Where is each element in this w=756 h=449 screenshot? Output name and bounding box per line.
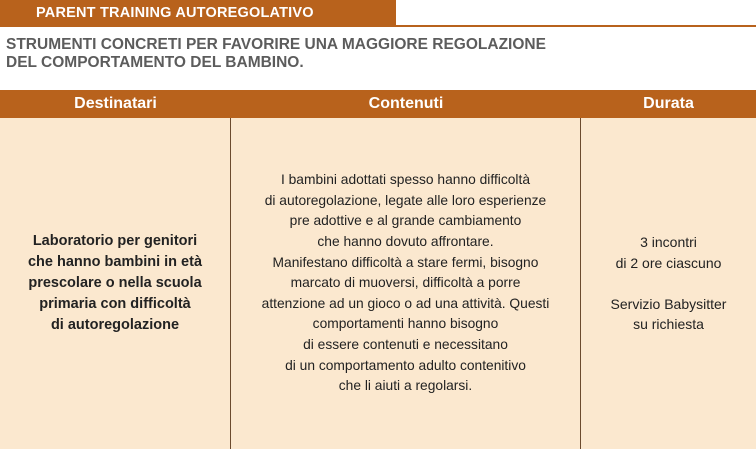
contenuti-line: comportamenti hanno bisogno (312, 316, 499, 332)
column-header-contenuti: Contenuti (368, 95, 444, 112)
durata-extra-line: su richiesta (633, 316, 704, 333)
cell-destinatari (0, 118, 230, 449)
durata-extra-line: Servizio Babysitter (610, 295, 727, 312)
program-table (0, 90, 756, 449)
destinatari-line: di autoregolazione (50, 317, 180, 333)
contenuti-line: che hanno dovuto affrontare. (317, 234, 494, 250)
subtitle (6, 36, 746, 72)
column-header-destinatari: Destinatari (74, 95, 157, 112)
section-title-bar (0, 0, 396, 27)
column-header-durata: Durata (643, 95, 694, 112)
destinatari-line: primaria con difficoltà (39, 296, 191, 312)
cell-contenuti (231, 118, 580, 449)
durata-line: di 2 ore ciascuno (615, 254, 722, 271)
contenuti-line: di essere contenuti e necessitano (303, 336, 508, 352)
destinatari-line: Laboratorio per genitori (32, 233, 198, 249)
subtitle-line: DEL COMPORTAMENTO DEL BAMBINO. (6, 54, 304, 71)
table-header (0, 90, 756, 118)
contenuti-line: I bambini adottati spesso hanno difficoltà (280, 172, 530, 188)
section-title: PARENT TRAINING AUTOREGOLATIVO (36, 5, 314, 21)
destinatari-line: che hanno bambini in età (27, 254, 203, 270)
cell-durata (581, 118, 756, 449)
contenuti-line: pre adottive e al grande cambiamento (289, 213, 522, 229)
contenuti-line: di autoregolazione, legate alle loro esperienze (264, 192, 547, 208)
title-divider (0, 25, 756, 27)
durata-line: 3 incontri (640, 234, 697, 251)
contenuti-line: attenzione ad un gioco o ad una attività. Questi (261, 295, 550, 311)
contenuti-line: di un comportamento adulto contenitivo (285, 357, 526, 373)
spacer (611, 274, 727, 294)
contenuti-line: marcato di muoversi, difficoltà a porre (290, 275, 521, 291)
contenuti-line: Manifestano difficoltà a stare fermi, bisogno (272, 254, 539, 270)
contenuti-line: che li aiuti a regolarsi. (338, 378, 473, 394)
subtitle-line: STRUMENTI CONCRETI PER FAVORIRE UNA MAGGIORE REGOLAZIONE (6, 36, 546, 53)
destinatari-line: prescolare o nella scuola (28, 275, 202, 291)
